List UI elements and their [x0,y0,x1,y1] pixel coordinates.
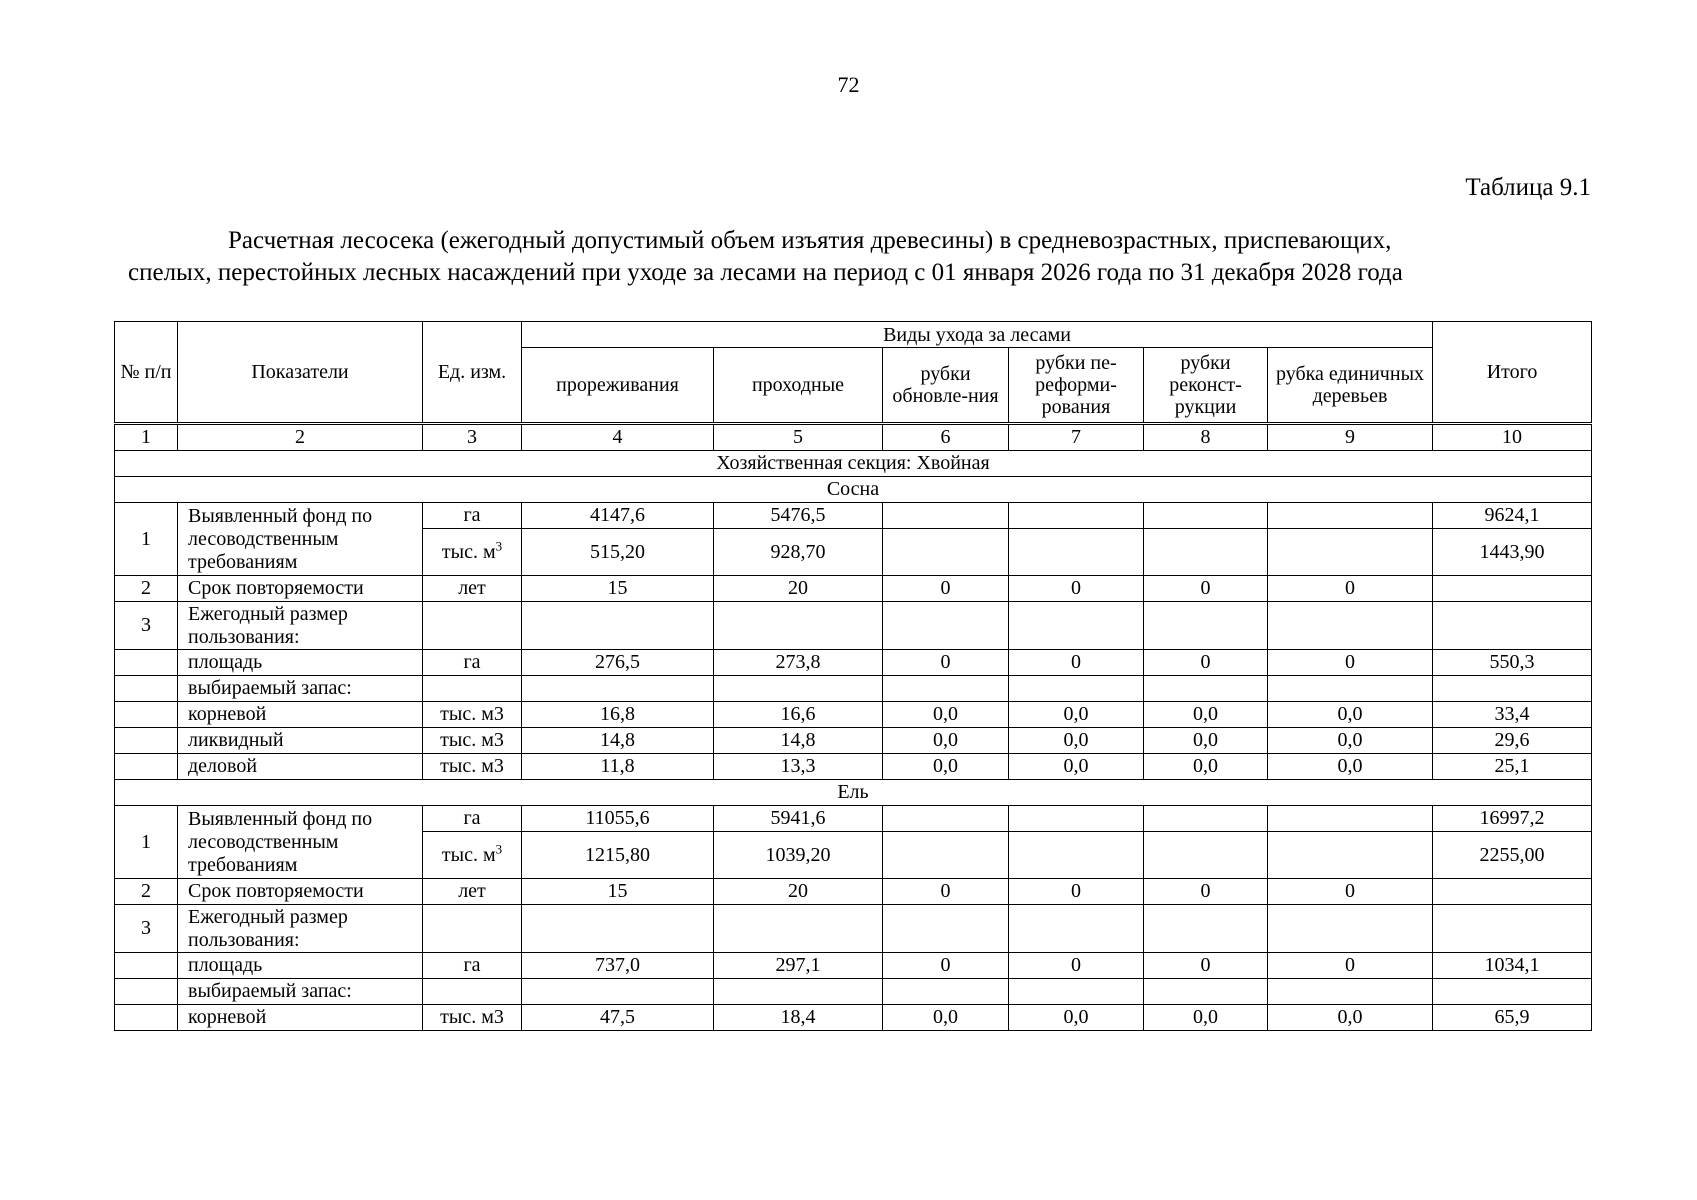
col-number: 6 [883,424,1009,451]
empty-cell [1009,676,1144,702]
total-cell: 29,6 [1433,728,1592,754]
value-cell: 0 [1268,650,1433,676]
value-cell: 0 [1144,576,1268,602]
empty-cell [883,676,1009,702]
empty-cell [1268,979,1433,1005]
period-row [115,576,1592,602]
value-cell: 0 [883,650,1009,676]
empty-cell [1009,979,1144,1005]
value-cell [883,503,1009,529]
fund-row-ha [115,503,1592,529]
empty-cell [1009,905,1144,953]
empty-cell [522,676,714,702]
empty-cell [1144,602,1268,650]
value-cell [1009,806,1144,832]
empty-cell [714,905,883,953]
column-numbers-row [115,424,1592,451]
empty-cell [423,905,522,953]
empty-cell [1433,905,1592,953]
col-number: 7 [1009,424,1144,451]
value-cell [1268,832,1433,879]
col-number: 4 [522,424,714,451]
row-number: 3 [115,602,178,650]
empty-cell [522,905,714,953]
indicator-label: Выявленный фонд по лесоводственным требованиям [178,806,423,879]
value-cell [883,806,1009,832]
value-cell [1009,529,1144,576]
species-row [115,477,1592,503]
page-number: 72 [837,72,860,97]
header-thinning: прореживания [522,348,714,424]
empty-cell [714,602,883,650]
unit-cell: лет [423,879,522,905]
value-cell: 0 [1268,576,1433,602]
col-number: 1 [115,424,178,451]
unit-cell: га [423,806,522,832]
empty-cell [1433,979,1592,1005]
value-cell [883,832,1009,879]
value-cell: 0,0 [1268,754,1433,780]
total-cell [1433,879,1592,905]
col-number: 9 [1268,424,1433,451]
total-cell: 16997,2 [1433,806,1592,832]
value-cell: 11055,6 [522,806,714,832]
value-cell: 0,0 [1144,754,1268,780]
empty-cell [1144,979,1268,1005]
value-cell: 18,4 [714,1005,883,1031]
value-cell: 0,0 [1009,728,1144,754]
indicator-label: деловой [178,754,423,780]
value-cell: 20 [714,576,883,602]
value-cell: 15 [522,879,714,905]
unit-base: тыс. м [441,540,496,563]
value-cell [1009,503,1144,529]
indicator-label: Ежегодный размер пользования: [178,602,423,650]
value-cell: 15 [522,576,714,602]
row-number [115,676,178,702]
header-single-trees: рубка единичных деревьев [1268,348,1433,424]
indicator-label: ликвидный [178,728,423,754]
value-cell: 0,0 [1144,728,1268,754]
col-number: 8 [1144,424,1268,451]
annual-row [115,905,1592,953]
stock-row [115,702,1592,728]
header-total: Итого [1433,322,1592,424]
value-cell [1144,529,1268,576]
value-cell: 273,8 [714,650,883,676]
stock-label-row [115,676,1592,702]
value-cell: 0,0 [883,754,1009,780]
header-unit: Ед. изм. [423,322,522,424]
empty-cell [1268,602,1433,650]
header-reconstruction: рубки реконст-рукции [1144,348,1268,424]
value-cell: 16,8 [522,702,714,728]
table-caption [108,225,1590,289]
value-cell [1144,832,1268,879]
row-number [115,650,178,676]
section-title: Хозяйственная секция: Хвойная [115,451,1592,477]
value-cell: 5476,5 [714,503,883,529]
indicator-label: площадь [178,953,423,979]
unit-superscript: 3 [495,537,503,553]
annual-row [115,602,1592,650]
table-label: Таблица 9.1 [1465,174,1591,201]
row-number: 1 [115,806,178,879]
header-group: Виды ухода за лесами [522,322,1433,348]
unit-superscript: 3 [495,840,503,856]
indicator-label: Срок повторяемости [178,576,423,602]
header-indicators: Показатели [178,322,423,424]
value-cell: 737,0 [522,953,714,979]
value-cell: 0,0 [1144,702,1268,728]
value-cell [1009,832,1144,879]
empty-cell [1268,676,1433,702]
unit-cell: га [423,953,522,979]
value-cell: 0,0 [1009,702,1144,728]
value-cell: 0 [1144,650,1268,676]
row-number [115,728,178,754]
total-cell: 9624,1 [1433,503,1592,529]
value-cell: 515,20 [522,529,714,576]
total-cell: 65,9 [1433,1005,1592,1031]
stock-row [115,728,1592,754]
total-cell: 2255,00 [1433,832,1592,879]
total-cell: 550,3 [1433,650,1592,676]
value-cell: 0 [883,576,1009,602]
total-cell: 1034,1 [1433,953,1592,979]
value-cell: 0,0 [1268,702,1433,728]
header-passage: проходные [714,348,883,424]
species-name: Ель [115,780,1592,806]
row-number: 2 [115,576,178,602]
value-cell: 0 [1009,650,1144,676]
row-number: 3 [115,905,178,953]
value-cell [1268,503,1433,529]
value-cell [883,529,1009,576]
value-cell [1268,806,1433,832]
total-cell: 33,4 [1433,702,1592,728]
value-cell: 0,0 [1268,1005,1433,1031]
value-cell: 276,5 [522,650,714,676]
header-renewal: рубки обновле-ния [883,348,1009,424]
indicator-label: Срок повторяемости [178,879,423,905]
caption-line-2: спелых, перестойных лесных насаждений при уходе за лесами на период с 01 января 2026 года по 31 декабря 2028 года [128,259,1403,286]
value-cell: 0 [883,879,1009,905]
value-cell [1268,529,1433,576]
empty-cell [1433,676,1592,702]
stock-label-row [115,979,1592,1005]
empty-cell [423,676,522,702]
total-cell [1433,576,1592,602]
row-number [115,754,178,780]
unit-cell: га [423,503,522,529]
indicator-label: Ежегодный размер пользования: [178,905,423,953]
empty-cell [1144,905,1268,953]
area-row [115,953,1592,979]
row-number [115,953,178,979]
indicator-label: выбираемый запас: [178,979,423,1005]
cutting-area-table [114,321,1592,1031]
value-cell: 297,1 [714,953,883,979]
header-num: № п/п [115,322,178,424]
header-reformation: рубки пе-реформи-рования [1009,348,1144,424]
empty-cell [423,602,522,650]
value-cell [1144,503,1268,529]
value-cell: 0,0 [1144,1005,1268,1031]
value-cell [1144,806,1268,832]
value-cell: 0 [1009,953,1144,979]
unit-cell: лет [423,576,522,602]
value-cell: 0,0 [883,728,1009,754]
value-cell: 47,5 [522,1005,714,1031]
empty-cell [883,602,1009,650]
row-number [115,702,178,728]
empty-cell [1433,602,1592,650]
value-cell: 0 [1268,953,1433,979]
empty-cell [714,979,883,1005]
row-number [115,979,178,1005]
unit-cell: тыс. м3 [423,702,522,728]
unit-cell: тыс. м3 [423,728,522,754]
value-cell: 14,8 [714,728,883,754]
col-number: 2 [178,424,423,451]
value-cell: 0 [1144,953,1268,979]
empty-cell [423,979,522,1005]
value-cell: 4147,6 [522,503,714,529]
unit-cell: тыс. м3 [423,1005,522,1031]
col-number: 5 [714,424,883,451]
indicator-label: корневой [178,702,423,728]
value-cell: 0 [1009,879,1144,905]
indicator-label: Выявленный фонд по лесоводственным требованиям [178,503,423,576]
empty-cell [522,602,714,650]
row-number: 1 [115,503,178,576]
unit-cell [423,529,522,576]
total-cell: 25,1 [1433,754,1592,780]
value-cell: 11,8 [522,754,714,780]
value-cell: 0,0 [883,702,1009,728]
fund-row-ha [115,806,1592,832]
area-row [115,650,1592,676]
value-cell: 0,0 [883,1005,1009,1031]
empty-cell [522,979,714,1005]
value-cell: 0 [1268,879,1433,905]
row-number: 2 [115,879,178,905]
header-row-1 [115,322,1592,348]
value-cell: 13,3 [714,754,883,780]
period-row [115,879,1592,905]
species-row [115,780,1592,806]
value-cell: 0 [1144,879,1268,905]
unit-cell: тыс. м3 [423,754,522,780]
value-cell: 0,0 [1009,1005,1144,1031]
indicator-label: выбираемый запас: [178,676,423,702]
value-cell: 14,8 [522,728,714,754]
stock-row [115,754,1592,780]
row-number [115,1005,178,1031]
col-number: 3 [423,424,522,451]
indicator-label: площадь [178,650,423,676]
empty-cell [883,905,1009,953]
total-cell: 1443,90 [1433,529,1592,576]
unit-cell [423,832,522,879]
indicator-label: корневой [178,1005,423,1031]
value-cell: 16,6 [714,702,883,728]
value-cell: 928,70 [714,529,883,576]
empty-cell [1268,905,1433,953]
value-cell: 5941,6 [714,806,883,832]
section-row [115,451,1592,477]
value-cell: 1215,80 [522,832,714,879]
value-cell: 0,0 [1268,728,1433,754]
unit-cell: га [423,650,522,676]
species-name: Сосна [115,477,1592,503]
value-cell: 0 [883,953,1009,979]
empty-cell [1009,602,1144,650]
col-number: 10 [1433,424,1592,451]
unit-base: тыс. м [441,843,496,866]
stock-row [115,1005,1592,1031]
value-cell: 0,0 [1009,754,1144,780]
empty-cell [1144,676,1268,702]
value-cell: 20 [714,879,883,905]
empty-cell [714,676,883,702]
value-cell: 0 [1009,576,1144,602]
value-cell: 1039,20 [714,832,883,879]
empty-cell [883,979,1009,1005]
caption-line-1: Расчетная лесосека (ежегодный допустимый объем изъятия древесины) в средневозрастных, приспевающих, [228,227,1392,254]
